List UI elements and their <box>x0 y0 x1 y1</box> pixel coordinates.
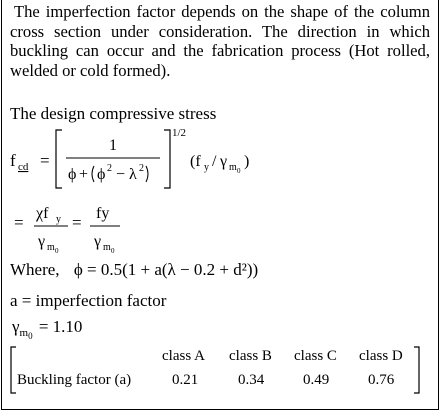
col-header-a: class A <box>162 348 205 364</box>
phi-expression: ϕ = 0.5(1 + a(λ − 0.2 + d²)) <box>73 260 259 279</box>
close-paren <box>146 166 148 182</box>
plus-sign: + <box>79 166 89 183</box>
gamma-subsub: 0 <box>237 167 241 175</box>
left-bracket <box>56 130 62 188</box>
row-label: Buckling factor (a) <box>17 372 132 388</box>
fy-numerator: fy <box>96 205 110 222</box>
fy-gamma-subsub: 0 <box>111 247 115 254</box>
fcd-symbol: f <box>10 151 16 170</box>
gamma-m0-subsub: 0 <box>28 331 33 341</box>
right-bracket <box>164 130 170 188</box>
value-class-c: 0.49 <box>303 372 330 388</box>
where-line <box>10 260 258 280</box>
slash: / <box>212 153 217 170</box>
design-stress-heading: The design compressive stress <box>10 104 217 123</box>
value-class-d: 0.76 <box>368 372 395 388</box>
chi-formula <box>6 196 206 254</box>
phi-symbol: ϕ <box>68 166 77 183</box>
fcd-subscript: cd <box>18 161 29 173</box>
chi-fy-sub: y <box>56 214 61 225</box>
phi-symbol-2: ϕ <box>97 166 106 183</box>
imperfection-definition: a = imperfection factor <box>10 291 167 310</box>
gamma-sub: m <box>229 162 237 173</box>
col-header-c: class C <box>294 348 337 364</box>
gamma-m0-symbol: γ <box>12 317 20 336</box>
fy-open: (f <box>190 153 201 170</box>
col-header-d: class D <box>359 348 403 364</box>
col-header-b: class B <box>229 348 272 364</box>
phi-square: 2 <box>107 163 112 174</box>
fcd-equals: = <box>40 151 50 170</box>
value-class-b: 0.34 <box>238 372 265 388</box>
value-class-a: 0.21 <box>172 372 199 388</box>
fcd-formula <box>6 124 306 194</box>
eq-sign-1: = <box>14 213 24 232</box>
chi-gamma-subsub: 0 <box>55 247 59 254</box>
buckling-factor-table <box>10 346 420 394</box>
power-exponent: 1/2 <box>172 127 187 139</box>
minus-sign: − <box>116 166 126 183</box>
where-label: Where, <box>10 260 60 279</box>
eq-sign-2: = <box>72 213 82 232</box>
chi-fy: χf <box>36 205 49 222</box>
open-paren <box>92 166 94 182</box>
fy-gamma: γ <box>94 233 102 250</box>
lambda-square: 2 <box>139 163 144 174</box>
gamma-symbol: γ <box>220 153 228 170</box>
gamma-m0-line <box>12 317 83 341</box>
chi-gamma: γ <box>38 233 46 250</box>
numerator: 1 <box>109 137 117 154</box>
lambda-symbol: λ <box>129 166 137 183</box>
gamma-m0-sub: m <box>19 327 29 339</box>
fy-subscript: y <box>204 162 209 173</box>
fy-close: ) <box>244 153 250 170</box>
fy-gamma-sub: m <box>103 242 111 253</box>
intro-paragraph: The imperfection factor depends on the shape of the column cross section under consideration. The direction in which buckling can occur and the fabrication process (Hot rolled, welded or cold formed). <box>10 2 430 80</box>
gamma-m0-value: = 1.10 <box>38 317 83 336</box>
chi-gamma-sub: m <box>47 242 55 253</box>
